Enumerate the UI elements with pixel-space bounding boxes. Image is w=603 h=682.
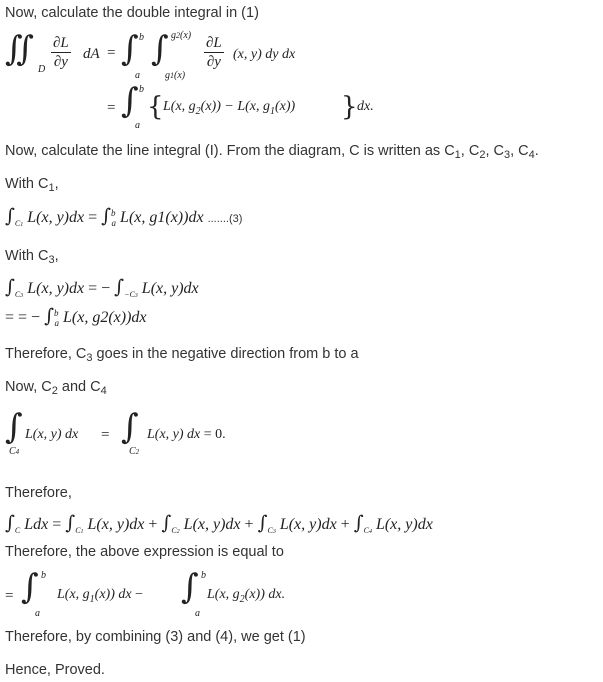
text-line-2 (5, 142, 539, 164)
text-line-1: Now, calculate the double integral in (1) (5, 5, 259, 21)
total-line-integral-equation: $\int_C$ Ldx = $\int_{C1}$ L(x, $y)dx + \int_{C2}$ L(x, $y)dx + \int_{C3}$ L(x, $y)dx + \int_{C4}$ L(x, y)dx (5, 512, 433, 535)
text-line-10: Hence, Proved. (5, 662, 105, 678)
text-line-2-content: Now, calculate the line integral (I). From the diagram, C is written as $C_1$, $C_2$, $C_3$, $C_4$. (5, 143, 539, 161)
c3-line-integral-equation-cont: = = − ∫$^b_a$ L(x, g2(x))dx (5, 305, 147, 328)
text-line-8: Therefore, the above expression is equal to (5, 544, 284, 560)
text-line-9: Therefore, by combining (3) and (4), we get (1) (5, 629, 306, 645)
double-integral-equation: ∬ D $\frac{\partial L}{\partial y}$ dA = ∫ b a ∫ g2(x) g1(x) $\frac{\partial L}{\partial y}$ (x, y) dy dx = ∫ b a { L(x, $g_2(x)) - L(x$, $g_1(x)$) } dx. (5, 29, 374, 131)
c1-line-integral-equation: $\int_{C1}$ L(x, y)dx = ∫$^b_a$ L(x, g1(x))dx .......(3) (5, 205, 243, 228)
equation-tag-3: .......(3) (207, 213, 243, 225)
text-line-4: With $C_3$, (5, 248, 59, 266)
text-line-5: Therefore, $C_3$ goes in the negative direction from b to a (5, 346, 359, 364)
text-line-7: Therefore, (5, 485, 72, 501)
text-line-6: Now, $C_2$ and $C_4$ (5, 379, 107, 397)
text-line-3: With $C_1$, (5, 176, 59, 194)
c2-c4-equation: ∫ C4 L(x, y) dx = ∫ C2 L(x, y) dx = 0. (5, 407, 226, 457)
c3-line-integral-equation: $\int_{C3}$ L(x, y)dx = − $\int_{-C3}$ L(x, y)dx (5, 276, 199, 299)
result-equation: = ∫ b a L(x, $g_1(x)$) dx − ∫ b a L(x, $g_2(x)$) dx. (5, 567, 286, 619)
